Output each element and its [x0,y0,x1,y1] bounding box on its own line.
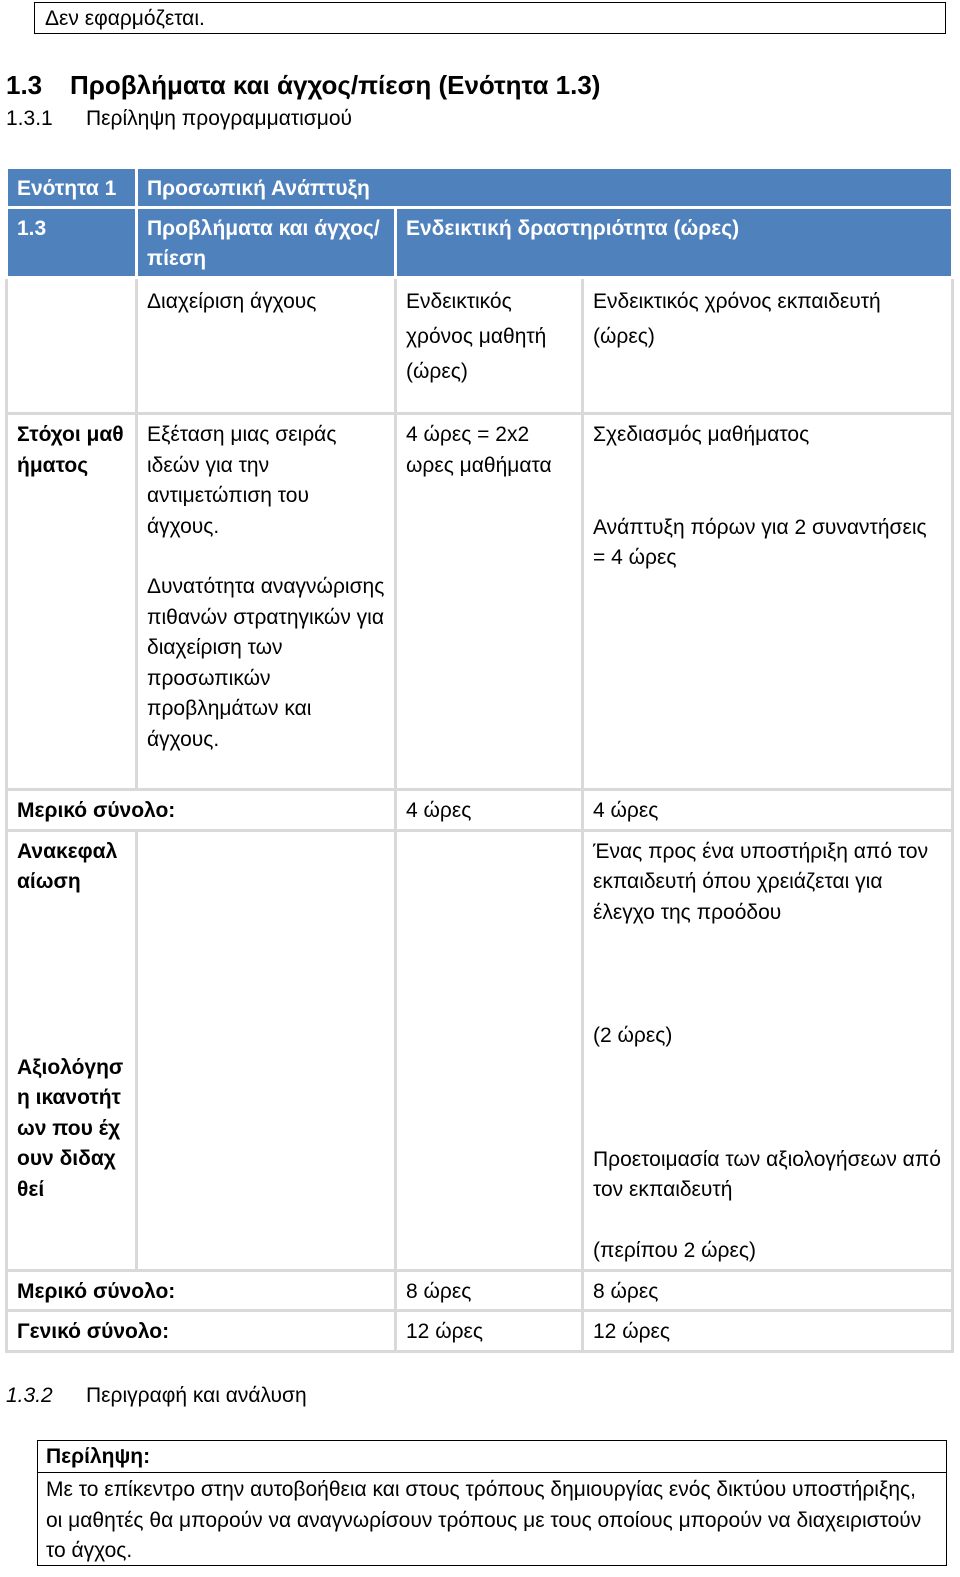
student-time-header: Ενδεικτικός χρόνος μαθητή (ώρες) [396,278,583,414]
section-number: 1.3 [6,70,43,100]
summary-heading: Περίληψη: [38,1441,946,1473]
table-row-subtotal-2 [7,1270,953,1311]
subtotal-1-teacher: 4 ώρες [583,790,953,831]
topic-cell: Διαχείριση άγχους [137,278,396,414]
table-row-subtotal-1 [7,790,953,831]
subsection-number-2: 1.3.2 [6,1384,53,1407]
subsection-title-1: Περίληψη προγραμματισμού [86,107,353,130]
section-heading [6,67,600,103]
review-label: Ανακεφαλαίωση [17,839,118,893]
total-teacher: 12 ώρες [583,1311,953,1352]
objectives-description [137,414,396,790]
header-subunit-title: Προβλήματα και άγχος/πίεση [137,208,396,278]
review-teacher-2: (2 ώρες) [593,1024,673,1047]
review-teacher-1: Ένας προς ένα υποστήριξη από τον εκπαιδευτή όπου χρειάζεται για έλεγχο της προόδου [593,839,929,924]
objectives-desc-1: Εξέταση μιας σειράς ιδεών για την αντιμετώπιση του άγχους. [147,423,337,538]
subtotal-2-label: Μερικό σύνολο: [7,1270,396,1311]
summary-text: Με το επίκεντρο στην αυτοβοήθεια και στους τρόπους δημιουργίας ενός δικτύου υποστήριξης, οι μαθητές θα μπορούν να αναγνωρίσουν τρόπους με τους οποίους μπορούν να διαχειριστούν το άγχος. [46,1478,922,1562]
objectives-teacher-time [583,414,953,790]
subsection-title-2: Περιγραφή και ανάλυση [86,1384,307,1407]
section-title: Προβλήματα και άγχος/πίεση (Ενότητα 1.3) [70,70,601,100]
top-note-text: Δεν εφαρμόζεται. [45,7,205,30]
assessment-teacher-1: Προετοιμασία των αξιολογήσεων από τον εκπαιδευτή [593,1147,941,1201]
subsection-number-1: 1.3.1 [6,107,53,130]
top-note-box [34,2,946,34]
table-row-total [7,1311,953,1352]
subtotal-1-label: Μερικό σύνολο: [7,790,396,831]
subtotal-2-teacher: 8 ώρες [583,1270,953,1311]
header-unit-label: Ενότητα 1 [7,168,137,208]
table-header-row-2 [7,208,953,278]
teacher-time-header: Ενδεικτικός χρόνος εκπαιδευτή (ώρες) [583,278,953,414]
subsection-heading-1 [6,104,352,134]
total-student: 12 ώρες [396,1311,583,1352]
table-header-row-1 [7,168,953,208]
table-cell-empty [137,830,396,1270]
subtotal-2-student: 8 ώρες [396,1270,583,1311]
review-assessment-labels [7,830,137,1270]
review-assessment-teacher [583,830,953,1270]
table-row-review-assessment [7,830,953,1270]
assessment-teacher-2: (περίπου 2 ώρες) [593,1238,756,1262]
objectives-label: Στόχοι μαθήματος [7,414,137,790]
objectives-desc-2: Δυνατότητα αναγνώρισης πιθανών στρατηγικών για διαχείριση των προσωπικών προβλημάτων και άγχους. [147,575,385,751]
header-unit-title: Προσωπική Ανάπτυξη [137,168,953,208]
subtotal-1-student: 4 ώρες [396,790,583,831]
table-cell-empty [7,278,137,414]
table-row-objectives [7,414,953,790]
objectives-student-time: 4 ώρες = 2x2 ωρες μαθήματα [396,414,583,790]
summary-box [37,1440,947,1566]
table-row-columns [7,278,953,414]
header-activity-label: Ενδεικτική δραστηριότητα (ώρες) [396,208,953,278]
assessment-label: Αξιολόγηση ικανοτήτων που έχουν διδαχθεί [17,1055,124,1201]
table-cell-empty [396,830,583,1270]
subsection-heading-2 [6,1381,307,1411]
schedule-table [5,166,954,1353]
total-label: Γενικό σύνολο: [7,1311,396,1352]
objectives-teacher-2: Ανάπτυξη πόρων για 2 συναντήσεις = 4 ώρες [593,515,927,569]
objectives-teacher-1: Σχεδιασμός μαθήματος [593,423,810,446]
header-subunit-number: 1.3 [7,208,137,278]
